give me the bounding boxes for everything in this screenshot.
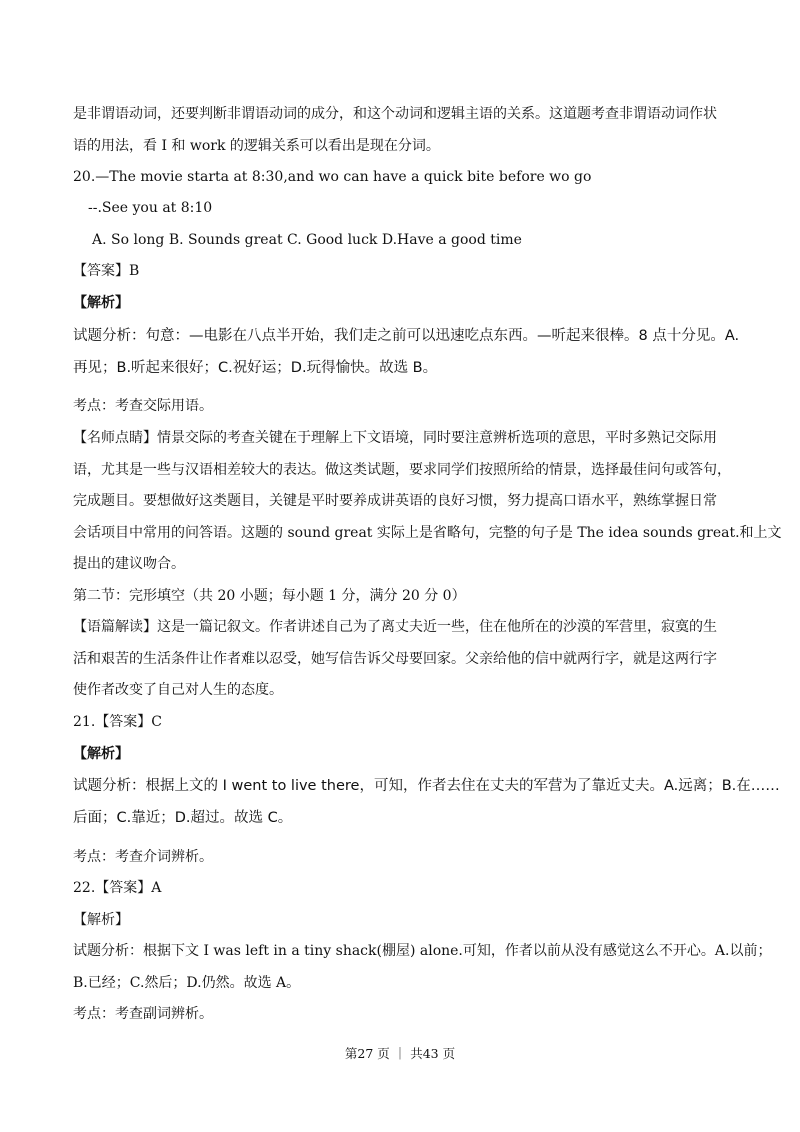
text-line: B.已经；C.然后；D.仍然。故选 A。	[73, 975, 301, 991]
text-line: 【语篇解读】这是一篇记叙文。作者讲述自己为了离丈夫近一些，住在他所在的沙漠的军营里，寂寞的生	[73, 619, 717, 635]
answer-label: 22.【答案】A	[73, 880, 162, 896]
analysis-heading: 【解析】	[73, 912, 129, 928]
text-line: 提出的建议吻合。	[73, 556, 185, 572]
analysis-heading: 【解析】	[73, 746, 129, 762]
text-line: 考点：考查介词辨析。	[73, 849, 213, 865]
text-line: 【名师点睛】情景交际的考查关键在于理解上下文语境，同时要注意辨析选项的意思，平时多熟记交际用	[73, 430, 717, 446]
text-line: 完成题目。要想做好这类题目，关键是平时要养成讲英语的良好习惯，努力提高口语水平，熟练掌握日常	[73, 493, 717, 509]
text-line: 活和艰苦的生活条件让作者难以忍受，她写信告诉父母要回家。父亲给他的信中就两行字，就是这两行字	[73, 651, 717, 667]
text-line: 考点：考查副词辨析。	[73, 1006, 213, 1022]
text-line: 考点：考查交际用语。	[73, 398, 213, 414]
answer-label: 21.【答案】C	[73, 714, 162, 730]
text-line: 试题分析：根据上文的 I went to live there，可知，作者去住在丈夫的军营为了靠近丈夫。A.远离；B.在……	[73, 778, 780, 794]
text-line: 后面；C.靠近；D.超过。故选 C。	[73, 810, 293, 826]
text-line: 语的用法，看 I 和 work 的逻辑关系可以看出是现在分词。	[73, 138, 440, 154]
text-line: 是非谓语动词，还要判断非谓语动词的成分，和这个动词和逻辑主语的关系。这道题考查非谓语动词作状	[73, 106, 717, 122]
text-line: 试题分析：根据下文 I was left in a tiny shack(棚屋) alone.可知，作者以前从没有感觉这么不开心。A.以前；	[73, 943, 772, 959]
text-line: 再见；B.听起来很好；C.祝好运；D.玩得愉快。故选 B。	[73, 360, 438, 376]
text-line: 语，尤其是一些与汉语相差较大的表达。做这类试题，要求同学们按照所给的情景，选择最佳问句或答句，	[73, 462, 731, 478]
question-20-stem: 20.—The movie starta at 8:30,and wo can have a quick bite before wo go	[73, 169, 592, 185]
text-line: 试题分析：句意：—电影在八点半开始，我们走之前可以迅速吃点东西。—听起来很棒。8 点十分见。A.	[73, 328, 740, 344]
question-20-reply: --.See you at 8:10	[88, 200, 213, 216]
question-20-options: A. So long B. Sounds great C. Good luck D.Have a good time	[92, 232, 522, 248]
text-line: 使作者改变了自己对人生的态度。	[73, 682, 283, 698]
section-heading: 第二节：完形填空（共 20 小题；每小题 1 分，满分 20 分 0）	[73, 588, 466, 604]
analysis-heading: 【解析】	[73, 295, 129, 311]
page-number: 第27 页 ｜ 共43 页	[344, 1046, 456, 1061]
answer-label: 【答案】B	[73, 263, 140, 279]
text-line: 会话项目中常用的问答语。这题的 sound great 实际上是省略句，完整的句子是 The idea sounds great.和上文	[73, 525, 782, 541]
